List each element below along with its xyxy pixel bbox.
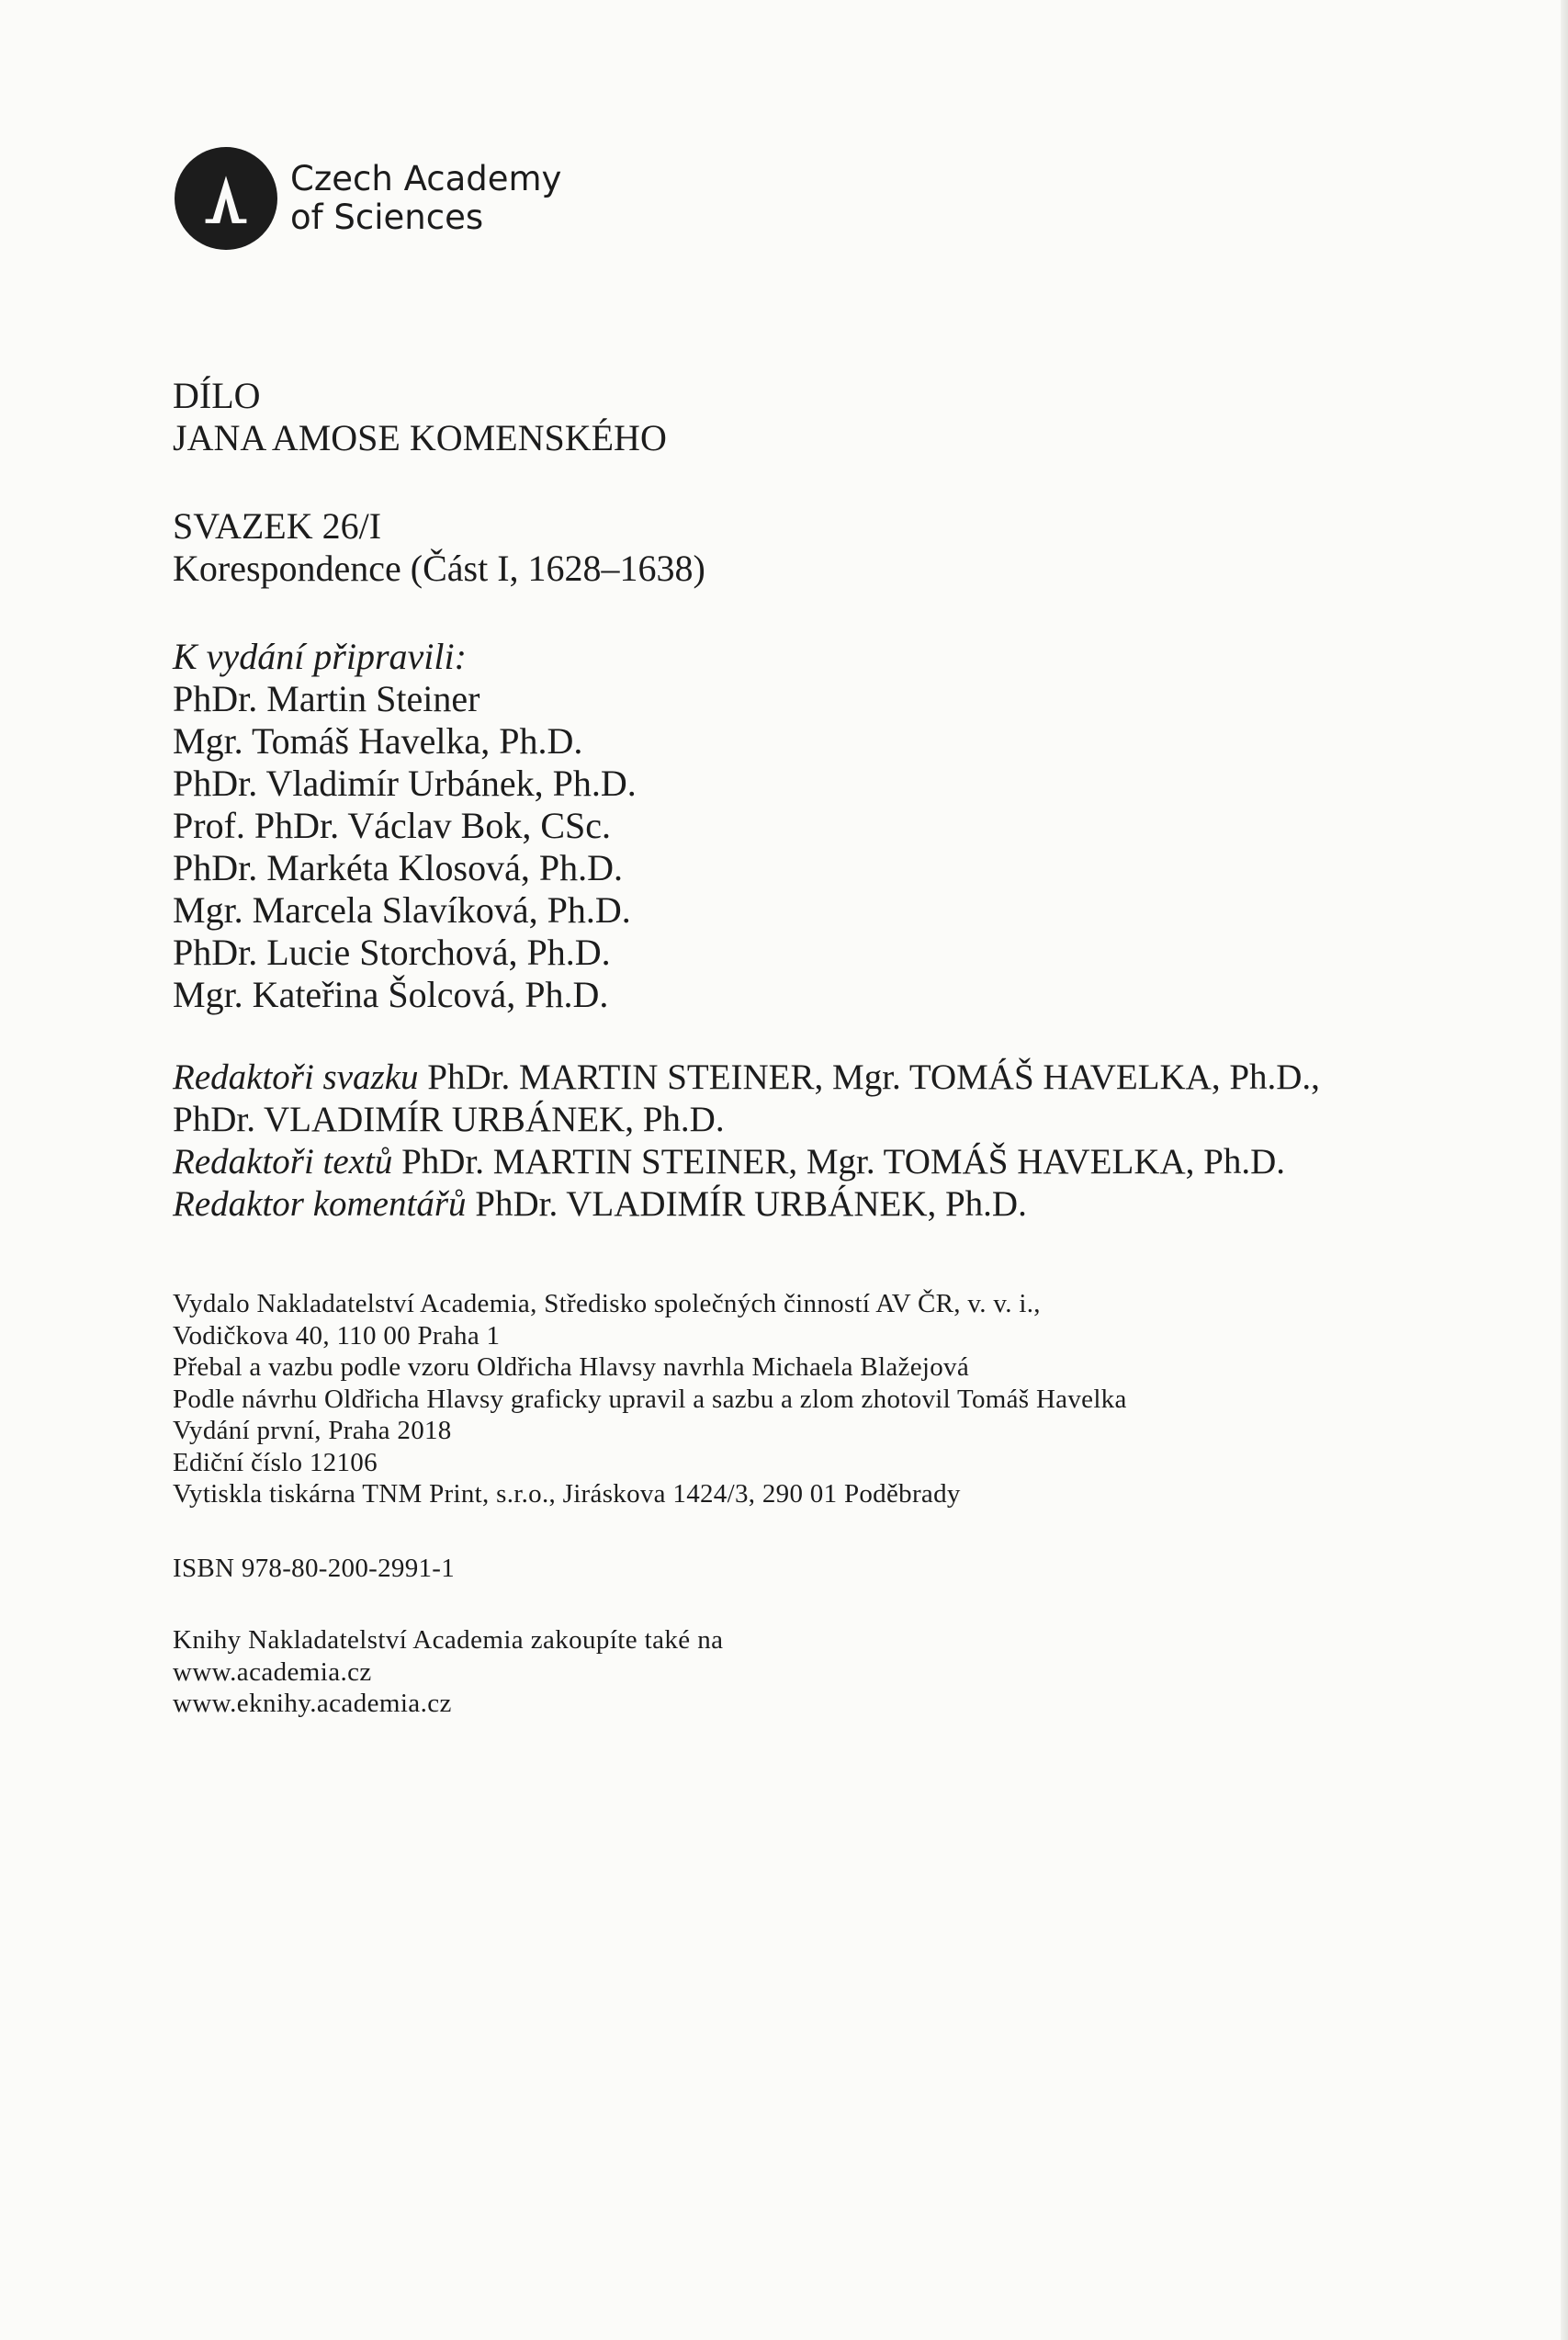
series-line-2: JANA AMOSE KOMENSKÉHO [173,417,667,458]
commentary-editor-label: Redaktor komentářů [173,1184,476,1224]
isbn: ISBN 978-80-200-2991-1 [173,1554,456,1583]
editor-name: PhDr. Martin Steiner [173,678,480,719]
editor-name: Prof. PhDr. Václav Bok, CSc. [173,805,612,846]
shop-link-eknihy: www.eknihy.academia.cz [173,1689,452,1718]
academy-logo [175,147,561,250]
series-title [173,375,667,459]
editors-heading: K vydání připravili: [173,636,467,677]
page-edge [1561,0,1568,2340]
logo-line-2: of Sciences [290,198,484,237]
imprint-line: Podle návrhu Oldřicha Hlavsy graficky upravil a sazbu a zlom zhotovil Tomáš Havelka [173,1384,1127,1414]
text-editors-label: Redaktoři textů [173,1142,402,1181]
editor-name: PhDr. Lucie Storchová, Ph.D. [173,932,611,973]
imprint-line: Vydalo Nakladatelství Academia, Středisko společných činností AV ČR, v. v. i., [173,1289,1041,1318]
editorial-credits [173,1057,1320,1226]
editor-name: Mgr. Kateřina Šolcová, Ph.D. [173,974,609,1015]
imprint-line: Přebal a vazbu podle vzoru Oldřicha Hlavsy navrhla Michaela Blažejová [173,1352,970,1382]
commentary-editor-line [173,1183,1320,1226]
imprint-line: Vydání první, Praha 2018 [173,1416,452,1445]
volume-subtitle: Korespondence (Část I, 1628–1638) [173,548,705,589]
shop-intro: Knihy Nakladatelství Academia zakoupíte také na [173,1625,724,1655]
editor-name: Mgr. Tomáš Havelka, Ph.D. [173,720,583,762]
shop-link-academia: www.academia.cz [173,1656,372,1687]
text-editors-line [173,1141,1320,1183]
series-line-1: DÍLO [173,375,261,416]
text-editors-names: PhDr. MARTIN STEINER, Mgr. TOMÁŠ HAVELKA, Ph.D. [401,1142,1286,1181]
editor-name: PhDr. Markéta Klosová, Ph.D. [173,847,623,888]
shop-info [173,1624,723,1720]
volume-title [173,505,705,590]
volume-editors-names: PhDr. MARTIN STEINER, Mgr. TOMÁŠ HAVELKA, Ph.D., [427,1057,1320,1097]
imprint-line: Vytiskla tiskárna TNM Print, s.r.o., Jiráskova 1424/3, 290 01 Poděbrady [173,1479,961,1509]
publisher-imprint [173,1288,1127,1510]
editor-name: Mgr. Marcela Slavíková, Ph.D. [173,889,631,931]
commentary-editor-name: PhDr. VLADIMÍR URBÁNEK, Ph.D. [475,1184,1027,1224]
editors-list [173,636,637,1016]
volume-editors-line [173,1057,1320,1099]
logo-wordmark [290,160,561,237]
volume-editors-continuation: PhDr. VLADIMÍR URBÁNEK, Ph.D. [173,1100,725,1139]
imprint-line: Ediční číslo 12106 [173,1447,378,1477]
editor-name: PhDr. Vladimír Urbánek, Ph.D. [173,763,637,804]
volume-editors-label: Redaktoři svazku [173,1057,428,1097]
logo-line-1: Czech Academy [290,159,562,198]
volume-number: SVAZEK 26/I [173,505,382,547]
czech-academy-of-sciences-logo-icon [175,147,277,250]
imprint-line: Vodičkova 40, 110 00 Praha 1 [173,1320,501,1351]
